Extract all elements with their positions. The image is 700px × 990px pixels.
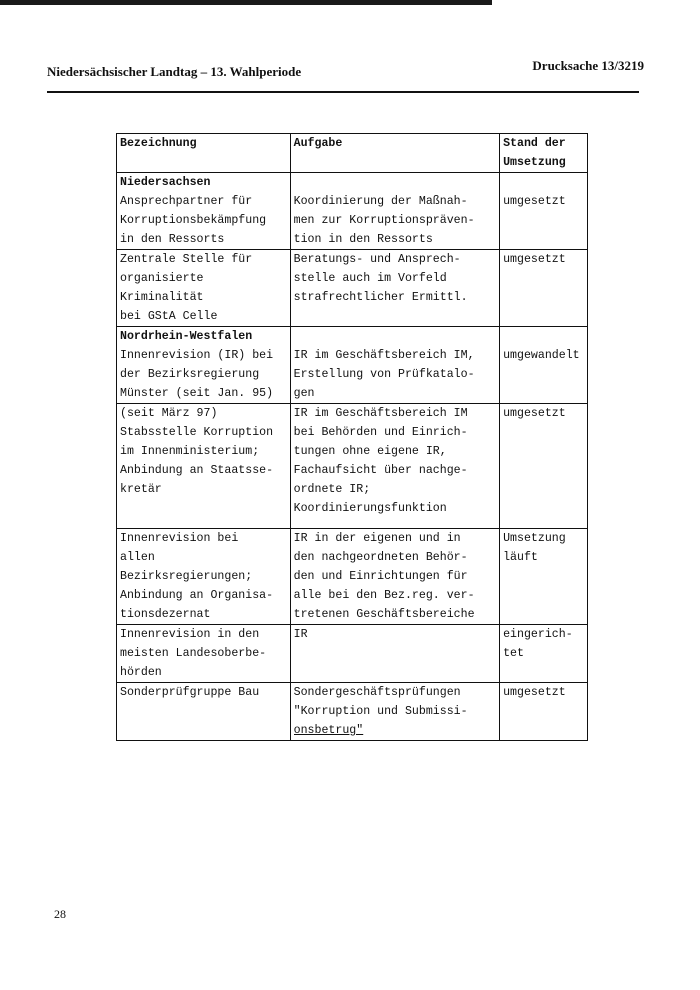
table-row bbox=[117, 404, 588, 529]
cell-aufgabe: IR im Geschäftsbereich IM bei Behörden und Einrich- tungen ohne eigene IR, Fachaufsicht über nachge- ordnete IR; Koordinierungsfunktion bbox=[290, 404, 499, 529]
cell-stand: umgesetzt bbox=[500, 683, 588, 741]
cell-bezeichnung: Innenrevision bei allen Bezirksregierungen; Anbindung an Organisa- tionsdezernat bbox=[117, 529, 291, 625]
cell-stand: umgesetzt bbox=[500, 404, 588, 529]
table-row bbox=[117, 529, 588, 625]
cell-bezeichnung: Zentrale Stelle für organisierte Kriminalität bei GStA Celle bbox=[117, 250, 291, 327]
cell-bezeichnung: Innenrevision in den meisten Landesoberbe- hörden bbox=[117, 625, 291, 683]
cell-aufgabe: Sondergeschäftsprüfungen "Korruption und Submissi- onsbetrug" bbox=[290, 683, 499, 741]
table-row bbox=[117, 683, 588, 741]
page-number: 28 bbox=[54, 907, 66, 921]
header-rule bbox=[47, 91, 639, 93]
header-cell-bezeichnung: Bezeichnung bbox=[117, 134, 291, 173]
table-row bbox=[117, 173, 588, 250]
cell-bezeichnung: Nordrhein-Westfalen Innenrevision (IR) bei der Bezirksregierung Münster (seit Jan. 95) bbox=[117, 327, 291, 404]
header-parliament: Niedersächsischer Landtag – 13. Wahlperiode bbox=[47, 64, 302, 79]
header-cell-stand: Stand der Umsetzung bbox=[500, 134, 588, 173]
cell-aufgabe: IR in der eigenen und in den nachgeordneten Behör- den und Einrichtungen für alle bei den Bez.reg. ver- tretenen Geschäftsbereiche bbox=[290, 529, 499, 625]
cell-aufgabe: IR im Geschäftsbereich IM, Erstellung von Prüfkatalo- gen bbox=[290, 327, 499, 404]
cell-bezeichnung: (seit März 97) Stabsstelle Korruption im Innenministerium; Anbindung an Staatsse- kretär bbox=[117, 404, 291, 529]
header-cell-aufgabe: Aufgabe bbox=[290, 134, 499, 173]
table-row bbox=[117, 327, 588, 404]
table-row bbox=[117, 250, 588, 327]
cell-aufgabe: Koordinierung der Maßnah- men zur Korruptionspräven- tion in den Ressorts bbox=[290, 173, 499, 250]
cell-stand: umgesetzt bbox=[500, 250, 588, 327]
cell-stand: umgesetzt bbox=[500, 173, 588, 250]
table-header-row bbox=[117, 134, 588, 173]
cell-aufgabe: Beratungs- und Ansprech- stelle auch im Vorfeld strafrechtlicher Ermittl. bbox=[290, 250, 499, 327]
top-scan-bar bbox=[0, 0, 492, 5]
cell-stand: Umsetzung läuft bbox=[500, 529, 588, 625]
measures-table bbox=[116, 133, 588, 741]
table-row bbox=[117, 625, 588, 683]
cell-stand: eingerich- tet bbox=[500, 625, 588, 683]
cell-bezeichnung: Niedersachsen Ansprechpartner für Korruptionsbekämpfung in den Ressorts bbox=[117, 173, 291, 250]
cell-stand: umgewandelt bbox=[500, 327, 588, 404]
cell-aufgabe: IR bbox=[290, 625, 499, 683]
header-document-number: Drucksache 13/3219 bbox=[532, 58, 644, 73]
cell-bezeichnung: Sonderprüfgruppe Bau bbox=[117, 683, 291, 741]
